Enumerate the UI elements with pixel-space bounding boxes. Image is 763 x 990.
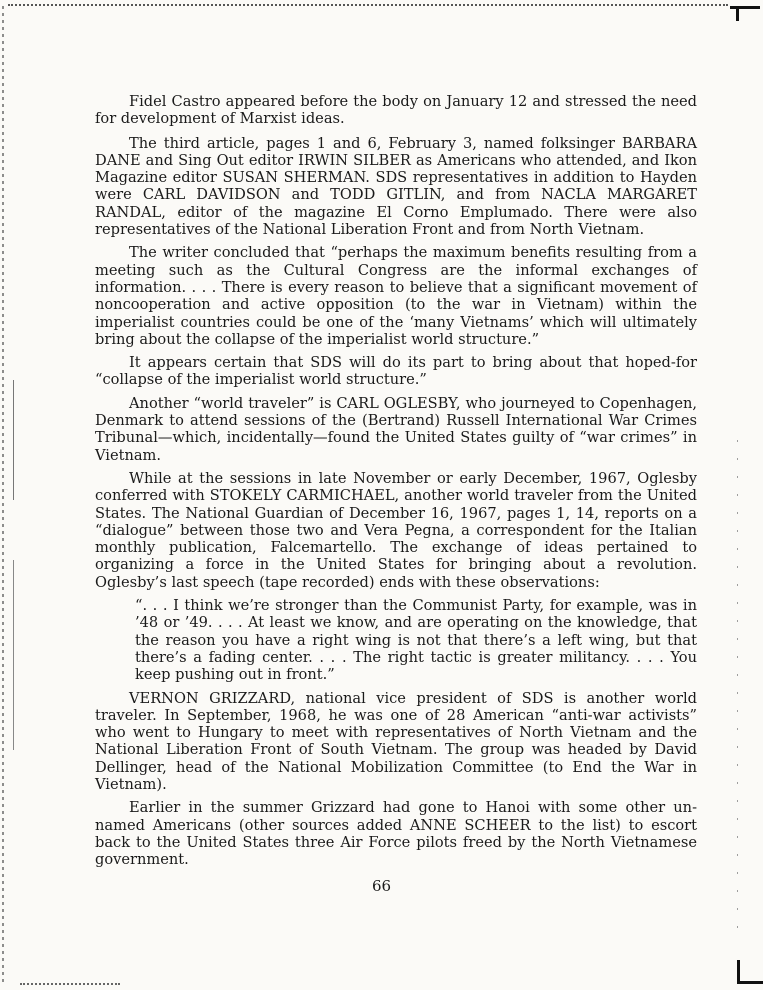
paragraph: VERNON GRIZZARD, national vice president of SDS is another world traveler. In September, 1968, he was one of 28 American “anti-war activists” who went to Hungary to meet with representatives of North Vietnam and the National Liberation Front of South Vietnam. The group was headed by David Dellinger, head of the National Mobilization Committee (to End the War in Vietnam). — [95, 689, 697, 793]
paragraph: It appears certain that SDS will do its part to bring about that hoped-for “collapse of the imperialist world structure.” — [95, 354, 697, 389]
scan-artifact-bottom — [20, 983, 120, 985]
scan-artifact-right — [737, 440, 738, 940]
paragraph: The third article, pages 1 and 6, February 3, named folksinger BARBARA DANE and Sing Out editor IRWIN SILBER as Americans who attended, and Ikon Magazine editor SUSAN SHERMAN. SDS representatives in addition to Hayden were CARL DAVIDSON and TODD GITLIN, and from NACLA MARGARET RANDAL, editor of the magazine El Corno Emplumado. There were also representatives of the National Liberation Front and from North Vietnam. — [95, 134, 697, 239]
scan-artifact-left-line — [13, 560, 14, 750]
page-number: 66 — [371, 877, 392, 895]
scan-artifact-left-line — [13, 380, 14, 500]
paragraph: Another “world traveler” is CARL OGLESBY, who journeyed to Copenhagen, Denmark to attend sessions of the (Bertrand) Russell International War Crimes Tribunal—which, incidentally—found the United States guilty of “war crimes” in Vietnam. — [95, 394, 697, 464]
paragraph: While at the sessions in late November or early December, 1967, Oglesby conferred with STOKELY CARMICHAEL, another world traveler from the United States. The National Guardian of December 16, 1967, pages 1, 14, reports on a “dialogue” between those two and Vera Pegna, a correspondent for the Italian monthly publication, Falcemartello. The exchange of ideas pertained to organizing a force in the United States for bringing about a revolution. Oglesby’s last speech (tape recorded) ends with these observations: — [95, 469, 697, 591]
body-text — [95, 93, 697, 874]
paragraph: The writer concluded that “perhaps the maximum benefits resulting from a meeting such as the Cultural Congress are the informal exchanges of information. . . . There is every reason to believe that a significant movement of noncooperation and active opposition (to the war in Vietnam) within the imperialist countries could be one of the ‘many Vietnams’ which will ultimately bring about the collapse of the imperialist world structure.” — [95, 244, 697, 348]
block-quote: “. . . I think we’re stronger than the Communist Party, for example, was in ’48 or ’49. . . . At least we know, and are operating on the knowledge, that the reason you have a right wing is not that there’s a left wing, but that there’s a fading center. . . . The right tactic is greater militancy. . . . You keep pushing out in front.” — [135, 597, 697, 684]
scan-artifact-left — [2, 6, 4, 984]
corner-mark-top-right — [730, 6, 760, 21]
scan-artifact-top — [8, 4, 728, 6]
paragraph: Earlier in the summer Grizzard had gone to Hanoi with some other un-named Americans (other sources added ANNE SCHEER to the list) to escort back to the United States three Air Force pilots freed by the North Vietnamese government. — [95, 799, 697, 869]
corner-mark-bottom-right — [737, 960, 740, 984]
paragraph: Fidel Castro appeared before the body on January 12 and stressed the need for development of Marxist ideas. — [95, 93, 697, 128]
